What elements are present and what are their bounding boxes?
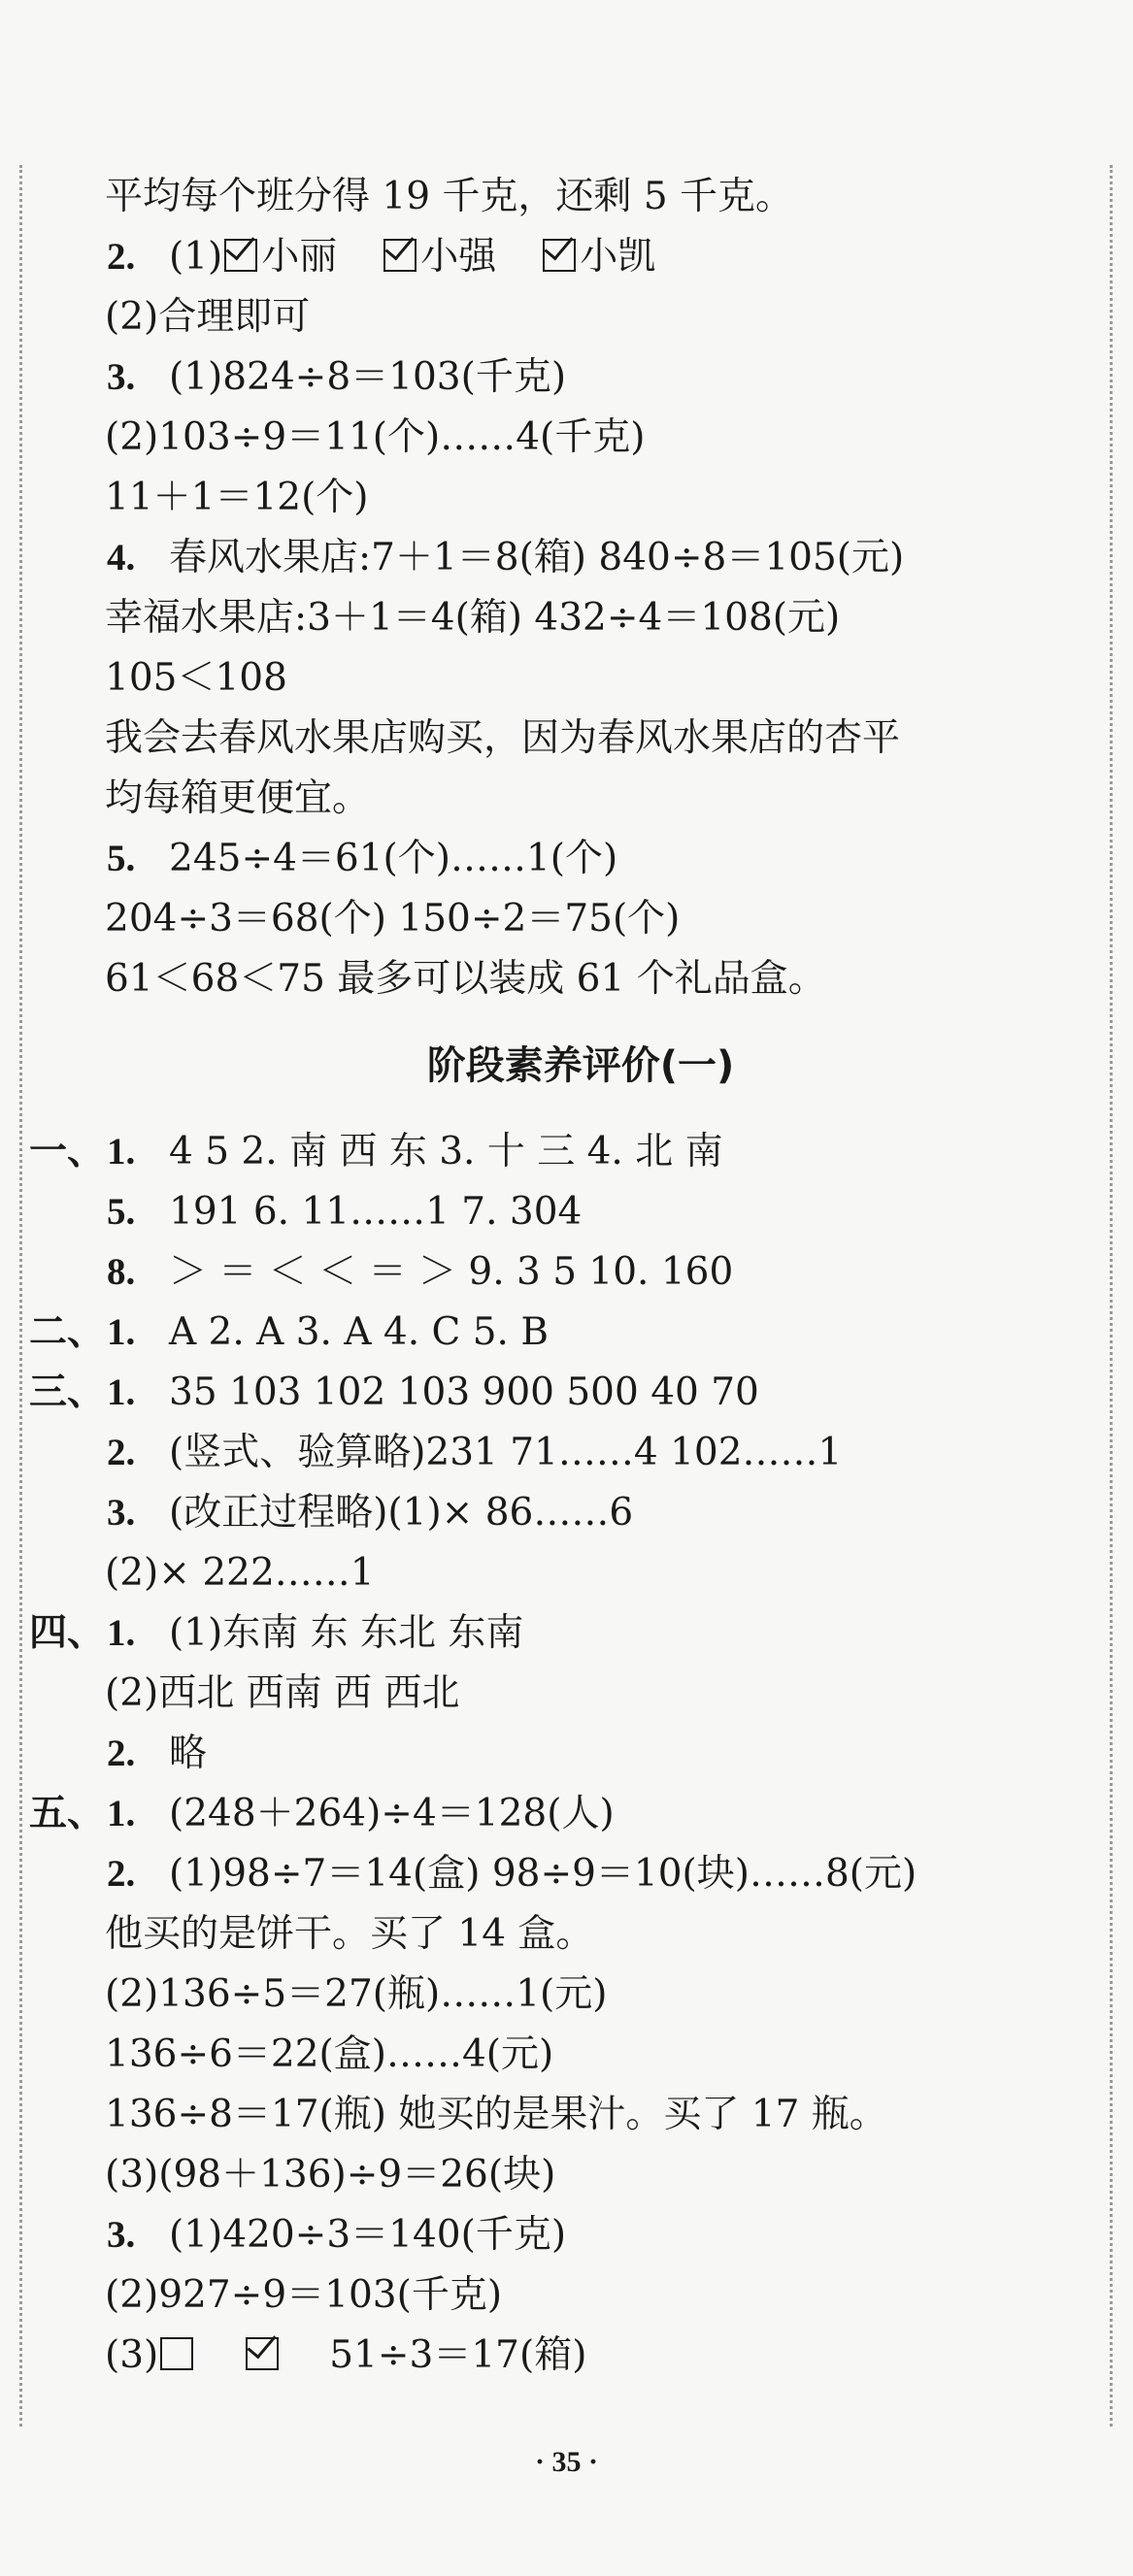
- answer-label: (2)西北 西南 西 西北: [105, 1671, 460, 1715]
- question-number: 1.: [107, 1371, 136, 1413]
- answer-text: [105, 769, 370, 829]
- answer-line: [105, 468, 1105, 528]
- answer-line: [29, 1363, 1105, 1423]
- answer-content: [29, 167, 1105, 2386]
- question-number: 5.: [107, 838, 136, 879]
- answer-text: [169, 1423, 842, 1483]
- answer-label: (2)136÷5＝27(瓶)……1(元): [105, 1972, 608, 2016]
- answer-line: [29, 1784, 1105, 1844]
- answer-line: [105, 2085, 1105, 2145]
- answer-label: A 2. A 3. A 4. C 5. B: [169, 1310, 550, 1354]
- answer-text: [169, 1363, 759, 1423]
- answer-text: [105, 287, 310, 347]
- answer-line: [105, 2145, 1105, 2205]
- answer-text: [105, 2326, 586, 2386]
- answer-line: [105, 167, 1105, 227]
- answer-label: 我会去春风水果店购买，因为春风水果店的杏平: [105, 716, 901, 760]
- answer-label: (2)× 222……1: [105, 1551, 375, 1595]
- answer-line: [105, 2326, 1105, 2386]
- answer-text: [105, 2265, 502, 2326]
- answer-line: [105, 408, 1105, 468]
- answer-text: [105, 2085, 887, 2145]
- answer-line: [105, 889, 1105, 949]
- answer-text: [169, 528, 904, 588]
- answer-text: [169, 347, 566, 408]
- answer-line: [107, 1242, 1105, 1303]
- checkbox-icon: [224, 239, 257, 272]
- checkbox-label: 小强: [420, 235, 497, 279]
- answer-label: (1)824÷8＝103(千克): [169, 355, 567, 399]
- answer-label: 11＋1＝12(个): [105, 476, 369, 519]
- checkbox-icon: [383, 239, 417, 272]
- answer-text: [105, 2145, 555, 2205]
- answer-line: [107, 1844, 1105, 1904]
- answer-line: [29, 1603, 1105, 1664]
- answer-text: [169, 1303, 549, 1363]
- answer-label: (竖式、验算略)231 71……4 102……1: [169, 1431, 843, 1474]
- answer-label: 平均每个班分得 19 千克，还剩 5 千克。: [105, 175, 794, 218]
- section-prefix: 三、: [29, 1371, 106, 1413]
- answer-line: [107, 1182, 1105, 1242]
- answer-label: (1)东南 东 东北 东南: [169, 1611, 524, 1655]
- answer-label: (2)927÷9＝103(千克): [105, 2273, 503, 2317]
- section-heading: 阶段素养评价(一): [426, 1043, 735, 1088]
- checkbox-icon: [246, 2337, 279, 2370]
- answer-line: [105, 2025, 1105, 2085]
- answer-text: [105, 1965, 607, 2025]
- answer-text: [105, 468, 369, 528]
- answer-label: 均每箱更便宜。: [105, 776, 371, 820]
- question-number: 2.: [107, 1733, 136, 1774]
- answer-label: 191 6. 11……1 7. 304: [169, 1190, 583, 1234]
- answer-label: (2)103÷9＝11(个)……4(千克): [105, 415, 646, 459]
- answer-text: [169, 1242, 733, 1303]
- question-number: 2.: [107, 236, 136, 278]
- answer-text: [105, 889, 680, 949]
- answer-label: 4 5 2. 南 西 东 3. 十 三 4. 北 南: [169, 1130, 723, 1173]
- question-number: 2.: [107, 1432, 136, 1473]
- answer-label: 204÷3＝68(个) 150÷2＝75(个): [105, 897, 681, 941]
- checkbox-icon: [543, 239, 576, 272]
- answer-text: [105, 588, 840, 648]
- answer-label: 105＜108: [105, 656, 287, 700]
- answer-label: 春风水果店:7＋1＝8(箱) 840÷8＝105(元): [169, 536, 905, 579]
- section-prefix: 五、: [29, 1793, 106, 1834]
- answer-line: [105, 2265, 1105, 2326]
- answer-label: ＞ ＝ ＜ ＜ ＝ ＞ 9. 3 5 10. 160: [169, 1250, 734, 1294]
- section-prefix: 四、: [29, 1612, 106, 1654]
- question-number: 8.: [107, 1251, 136, 1293]
- answer-label: (248＋264)÷4＝128(人): [169, 1792, 615, 1835]
- checkbox-label: 小凯: [580, 235, 656, 279]
- answer-text: [169, 227, 700, 287]
- answer-text: [169, 1483, 633, 1543]
- answer-text: [169, 1784, 615, 1844]
- answer-text: [105, 408, 645, 468]
- answer-line: [107, 1724, 1105, 1784]
- answer-label: 51÷3＝17(箱): [329, 2333, 587, 2377]
- answer-text: [169, 1182, 582, 1242]
- answer-line: [107, 227, 1105, 287]
- answer-line: [105, 1664, 1105, 1724]
- question-number: 3.: [107, 2214, 136, 2256]
- answer-label: 136÷6＝22(盒)……4(元): [105, 2032, 554, 2076]
- answer-line: [105, 769, 1105, 829]
- question-number: 1.: [107, 1131, 136, 1172]
- answer-line: [105, 648, 1105, 709]
- left-dotted-rule: [19, 165, 22, 2427]
- answer-label: (2)合理即可: [105, 295, 311, 339]
- answer-label: 136÷8＝17(瓶) 她买的是果汁。买了 17 瓶。: [105, 2093, 887, 2136]
- page-number: · 35 ·: [534, 2446, 598, 2478]
- answer-text: [105, 2025, 553, 2085]
- question-number: 3.: [107, 356, 136, 398]
- checkbox-label: 小丽: [261, 235, 338, 279]
- answer-label: (3): [105, 2333, 159, 2377]
- right-dotted-rule: [1110, 165, 1113, 2427]
- answer-text: [169, 1844, 916, 1904]
- answer-label: (改正过程略)(1)× 86……6: [169, 1491, 634, 1535]
- answer-line: [107, 2205, 1105, 2265]
- question-number: 4.: [107, 537, 136, 578]
- answer-text: [169, 1122, 723, 1182]
- question-number: 1.: [107, 1311, 136, 1353]
- answer-label: (3)(98＋136)÷9＝26(块): [105, 2153, 556, 2196]
- answer-line: [105, 709, 1105, 769]
- answer-label: 245÷4＝61(个)……1(个): [169, 837, 618, 880]
- answer-label: (1)98÷7＝14(盒) 98÷9＝10(块)……8(元): [169, 1852, 917, 1896]
- answer-text: [105, 1664, 459, 1724]
- answer-line: [107, 528, 1105, 588]
- answer-line: [105, 949, 1105, 1009]
- answer-line: [105, 1965, 1105, 2025]
- answer-text: [105, 709, 900, 769]
- answer-text: [105, 167, 793, 227]
- answer-label: (1)420÷3＝140(千克): [169, 2213, 567, 2257]
- answer-text: [169, 829, 617, 889]
- answer-line: [107, 1423, 1105, 1483]
- answer-line: [29, 1303, 1105, 1363]
- answer-line: [105, 287, 1105, 347]
- answer-label: 幸福水果店:3＋1＝4(箱) 432÷4＝108(元): [105, 596, 841, 640]
- answer-label: 他买的是饼干。买了 14 盒。: [105, 1912, 594, 1956]
- answer-line: [29, 1122, 1105, 1182]
- question-number: 1.: [107, 1793, 136, 1834]
- answer-text: [105, 1543, 375, 1603]
- answer-label: (1): [169, 235, 223, 279]
- question-number: 3.: [107, 1492, 136, 1534]
- answer-text: [105, 1904, 593, 1965]
- answer-line: [107, 1483, 1105, 1543]
- answer-text: [105, 648, 287, 709]
- section-prefix: 二、: [29, 1311, 106, 1353]
- section-prefix: 一、: [29, 1131, 106, 1172]
- answer-line: [107, 829, 1105, 889]
- answer-text: [169, 2205, 566, 2265]
- answer-text: [105, 949, 826, 1009]
- question-number: 5.: [107, 1191, 136, 1233]
- checkbox-icon: [160, 2337, 193, 2370]
- answer-text: [169, 1603, 523, 1664]
- answer-line: [105, 588, 1105, 648]
- question-number: 1.: [107, 1612, 136, 1654]
- answer-line: [105, 1904, 1105, 1965]
- answer-text: [169, 1724, 207, 1784]
- answer-line: [105, 1543, 1105, 1603]
- answer-label: 略: [169, 1732, 208, 1775]
- answer-line: [107, 347, 1105, 408]
- answer-label: 61＜68＜75 最多可以装成 61 个礼品盒。: [105, 957, 826, 1001]
- answer-label: 35 103 102 103 900 500 40 70: [169, 1371, 759, 1414]
- question-number: 2.: [107, 1853, 136, 1895]
